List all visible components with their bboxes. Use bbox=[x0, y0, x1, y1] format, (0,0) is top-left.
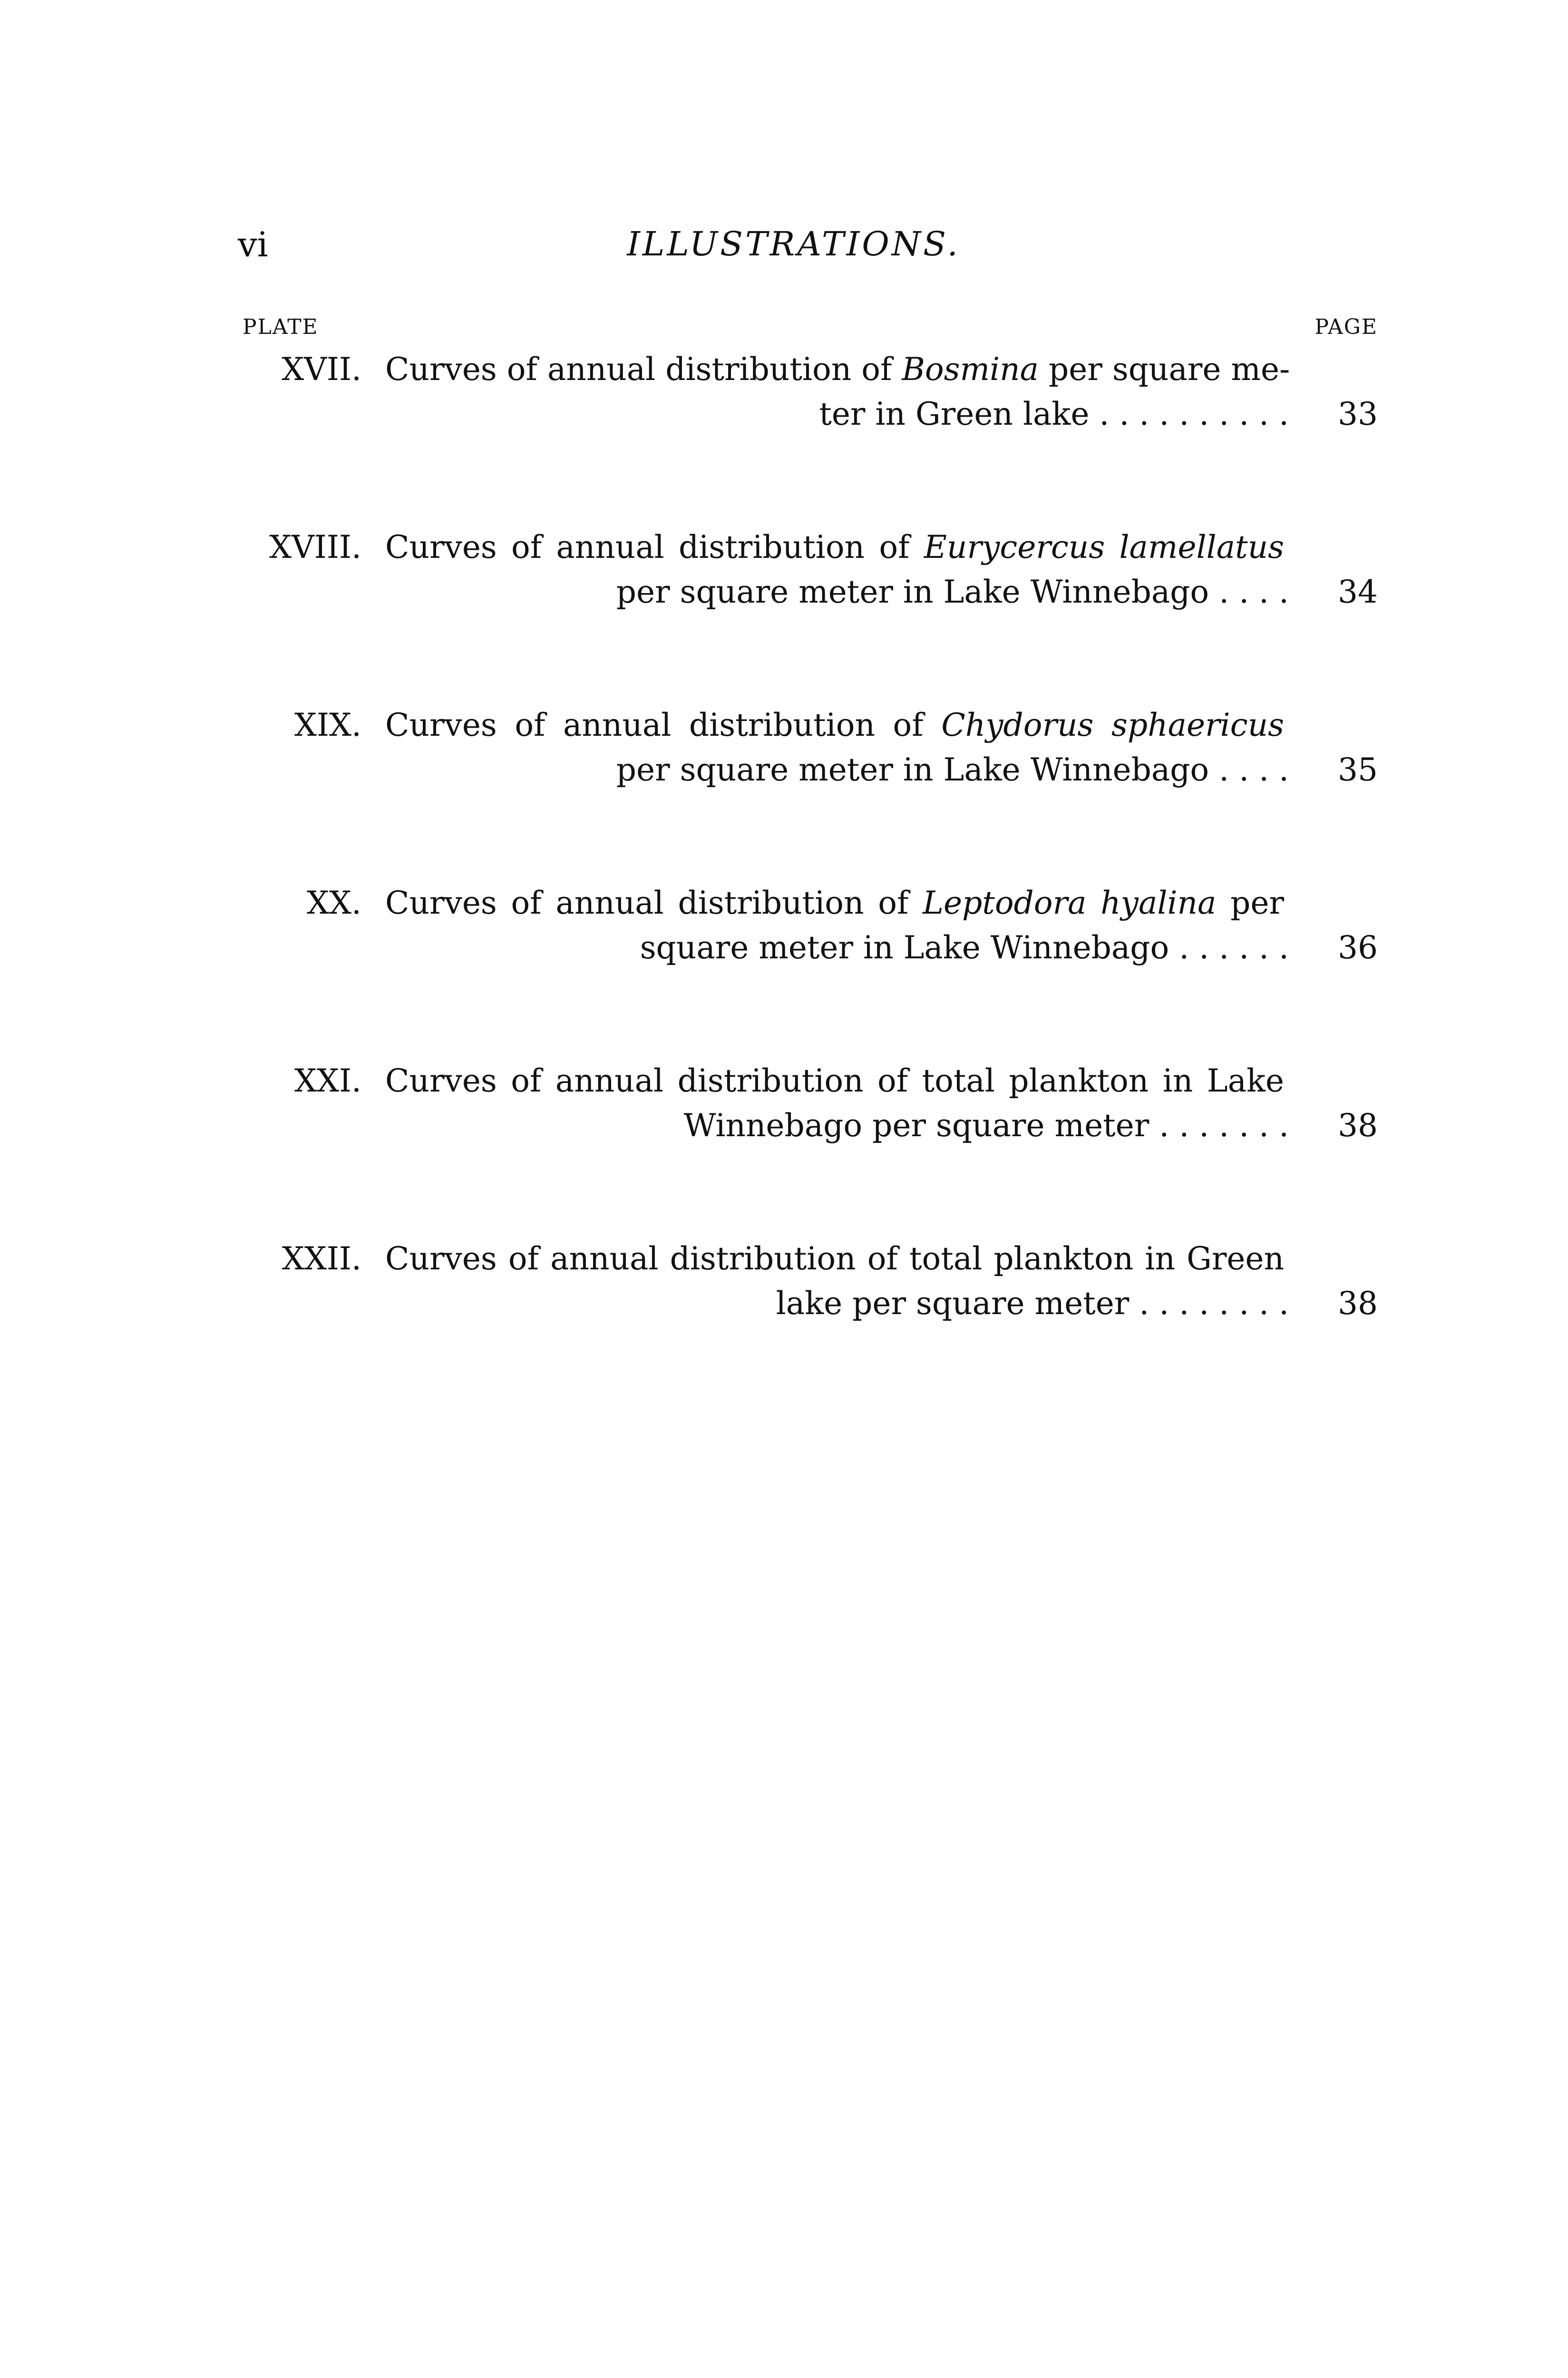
caption-text: Curves of annual distribution of total plankton in Lake bbox=[385, 1062, 1284, 1099]
caption-line bbox=[385, 1059, 1284, 1103]
page-reference: 38 bbox=[1338, 1285, 1378, 1322]
illustration-list bbox=[0, 347, 1568, 1414]
illustration-entry bbox=[0, 347, 1568, 525]
plate-number: XVII. bbox=[282, 351, 361, 388]
page-reference: 38 bbox=[1338, 1107, 1378, 1144]
plate-number: XX. bbox=[307, 885, 361, 921]
plate-column-header: PLATE bbox=[243, 315, 319, 339]
page-reference: 35 bbox=[1338, 751, 1378, 788]
plate-number: XIX. bbox=[294, 707, 361, 743]
caption-continuation: per square meter in Lake Winnebago . . . . bbox=[616, 574, 1289, 610]
caption-text: Curves of annual distribution of bbox=[385, 529, 924, 565]
caption-line bbox=[385, 347, 1290, 392]
caption-line bbox=[385, 525, 1284, 570]
caption-continuation: Winnebago per square meter . . . . . . . bbox=[683, 1107, 1289, 1144]
caption-continuation: square meter in Lake Winnebago . . . . . . bbox=[640, 929, 1289, 966]
illustration-entry bbox=[0, 1059, 1568, 1237]
species-name: Eurycercus lamellatus bbox=[924, 529, 1285, 565]
species-name: Bosmina bbox=[902, 351, 1039, 388]
plate-number: XXII. bbox=[282, 1240, 361, 1277]
caption-line bbox=[385, 703, 1284, 748]
illustration-entry bbox=[0, 703, 1568, 881]
illustration-entry bbox=[0, 525, 1568, 703]
caption-text: Curves of annual distribution of bbox=[385, 707, 942, 743]
page-number: vi bbox=[238, 224, 268, 264]
illustration-entry bbox=[0, 1237, 1568, 1414]
plate-number: XXI. bbox=[294, 1062, 361, 1099]
page-column-header: PAGE bbox=[1315, 315, 1378, 339]
caption-text: Curves of annual distribution of bbox=[385, 351, 902, 388]
caption-text: Curves of annual distribution of bbox=[385, 885, 923, 921]
illustration-entry bbox=[0, 881, 1568, 1059]
caption-text: per bbox=[1216, 885, 1284, 921]
caption-text: per square me- bbox=[1039, 351, 1290, 388]
species-name: Chydorus sphaericus bbox=[941, 707, 1285, 743]
page-reference: 36 bbox=[1338, 929, 1378, 966]
running-title: ILLUSTRATIONS. bbox=[627, 224, 960, 263]
plate-number: XVIII. bbox=[269, 529, 361, 565]
caption-text: Curves of annual distribution of total plankton in Green bbox=[385, 1240, 1284, 1277]
species-name: Leptodora hyalina bbox=[923, 885, 1217, 921]
caption-continuation: per square meter in Lake Winnebago . . . . bbox=[616, 751, 1289, 788]
page-reference: 33 bbox=[1338, 396, 1378, 432]
caption-continuation: ter in Green lake . . . . . . . . . . bbox=[819, 396, 1289, 432]
caption-line bbox=[385, 1237, 1284, 1281]
caption-continuation: lake per square meter . . . . . . . . bbox=[776, 1285, 1289, 1322]
page-reference: 34 bbox=[1338, 574, 1378, 610]
caption-line bbox=[385, 881, 1284, 926]
